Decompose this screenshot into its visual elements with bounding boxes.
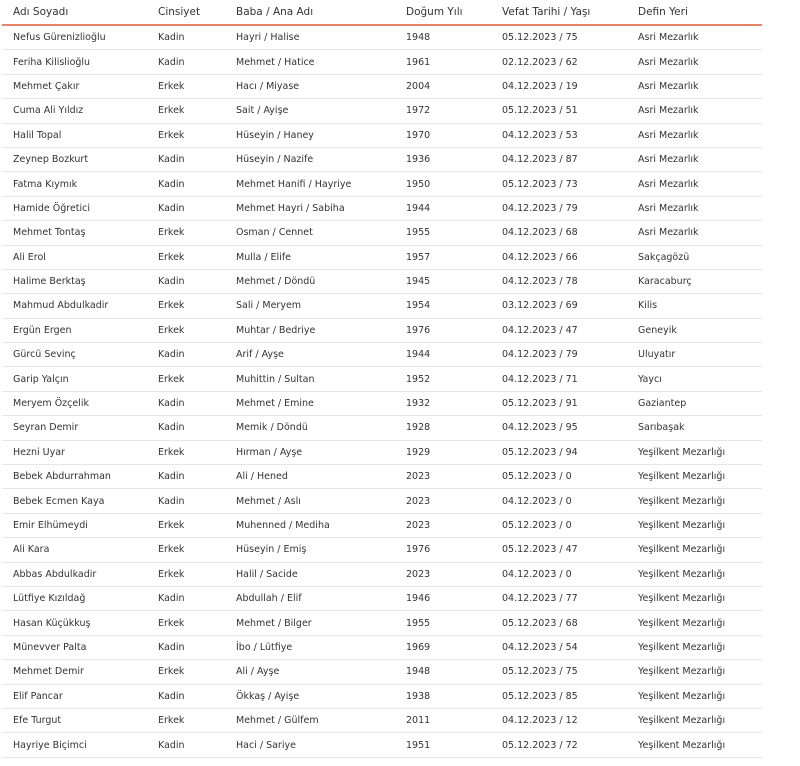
cell-burial-place: Uluyatır <box>627 343 762 367</box>
cell-birth-year: 1946 <box>395 586 491 610</box>
cell-gender: Erkek <box>147 513 225 537</box>
cell-burial-place: Yeşilkent Mezarlığı <box>627 586 762 610</box>
cell-parents: Mehmet / Döndü <box>225 269 395 293</box>
cell-name: Hayriye Biçimci <box>2 733 147 757</box>
cell-parents: Mehmet / Aslı <box>225 489 395 513</box>
cell-gender: Kadin <box>147 733 225 757</box>
cell-gender: Kadin <box>147 635 225 659</box>
cell-burial-place: Sakçagözü <box>627 245 762 269</box>
cell-name: Ali Kara <box>2 538 147 562</box>
cell-parents: Sait / Ayişe <box>225 99 395 123</box>
header-name: Adı Soyadı <box>2 0 147 25</box>
cell-gender: Erkek <box>147 660 225 684</box>
cell-death-date-age: 04.12.2023 / 78 <box>491 269 627 293</box>
cell-death-date-age: 05.12.2023 / 47 <box>491 538 627 562</box>
cell-birth-year: 1970 <box>395 123 491 147</box>
cell-name: Mehmet Çakır <box>2 74 147 98</box>
cell-name: Hasan Küçükkuş <box>2 611 147 635</box>
cell-gender: Kadin <box>147 25 225 50</box>
cell-gender: Erkek <box>147 538 225 562</box>
cell-burial-place: Yeşilkent Mezarlığı <box>627 660 762 684</box>
cell-gender: Erkek <box>147 221 225 245</box>
cell-parents: Muhittin / Sultan <box>225 367 395 391</box>
cell-name: Halil Topal <box>2 123 147 147</box>
cell-birth-year: 1957 <box>395 245 491 269</box>
table-row <box>2 74 762 98</box>
table-row <box>2 416 762 440</box>
cell-gender: Erkek <box>147 123 225 147</box>
cell-birth-year: 1938 <box>395 684 491 708</box>
cell-burial-place: Yeşilkent Mezarlığı <box>627 635 762 659</box>
cell-gender: Erkek <box>147 318 225 342</box>
cell-burial-place: Gaziantep <box>627 391 762 415</box>
cell-parents: Hacı / Miyase <box>225 74 395 98</box>
cell-parents: Hırman / Ayşe <box>225 440 395 464</box>
cell-birth-year: 1972 <box>395 99 491 123</box>
cell-death-date-age: 04.12.2023 / 0 <box>491 562 627 586</box>
cell-birth-year: 2023 <box>395 465 491 489</box>
cell-parents: Muhtar / Bedriye <box>225 318 395 342</box>
cell-name: Hamide Öğretici <box>2 196 147 220</box>
cell-death-date-age: 04.12.2023 / 19 <box>491 74 627 98</box>
header-death-date-age: Vefat Tarihi / Yaşı <box>491 0 627 25</box>
cell-name: Cuma Ali Yıldız <box>2 99 147 123</box>
cell-parents: Hüseyin / Nazife <box>225 147 395 171</box>
header-parents: Baba / Ana Adı <box>225 0 395 25</box>
cell-death-date-age: 05.12.2023 / 73 <box>491 172 627 196</box>
cell-burial-place: Yeşilkent Mezarlığı <box>627 708 762 732</box>
cell-birth-year: 1976 <box>395 538 491 562</box>
cell-gender: Kadin <box>147 391 225 415</box>
cell-death-date-age: 04.12.2023 / 79 <box>491 343 627 367</box>
cell-name: Gürcü Sevinç <box>2 343 147 367</box>
cell-death-date-age: 04.12.2023 / 66 <box>491 245 627 269</box>
cell-death-date-age: 05.12.2023 / 75 <box>491 25 627 50</box>
cell-birth-year: 1948 <box>395 660 491 684</box>
cell-burial-place: Yeşilkent Mezarlığı <box>627 684 762 708</box>
cell-death-date-age: 05.12.2023 / 0 <box>491 513 627 537</box>
cell-gender: Erkek <box>147 99 225 123</box>
cell-parents: Hayri / Halise <box>225 25 395 50</box>
cell-birth-year: 2004 <box>395 74 491 98</box>
cell-gender: Erkek <box>147 611 225 635</box>
cell-name: Lütfiye Kızıldağ <box>2 586 147 610</box>
cell-parents: Mehmet Hanifi / Hayriye <box>225 172 395 196</box>
cell-gender: Kadin <box>147 147 225 171</box>
table-row <box>2 294 762 318</box>
cell-death-date-age: 04.12.2023 / 68 <box>491 221 627 245</box>
cell-name: Mehmet Demir <box>2 660 147 684</box>
cell-burial-place: Yaycı <box>627 367 762 391</box>
cell-name: Elif Pancar <box>2 684 147 708</box>
cell-burial-place: Yeşilkent Mezarlığı <box>627 465 762 489</box>
cell-parents: Mehmet Hayri / Sabiha <box>225 196 395 220</box>
table-body <box>2 25 762 757</box>
cell-birth-year: 1929 <box>395 440 491 464</box>
cell-parents: Ali / Ayşe <box>225 660 395 684</box>
cell-name: Mahmud Abdulkadir <box>2 294 147 318</box>
cell-burial-place: Yeşilkent Mezarlığı <box>627 538 762 562</box>
cell-burial-place: Asri Mezarlık <box>627 50 762 74</box>
cell-death-date-age: 02.12.2023 / 62 <box>491 50 627 74</box>
cell-gender: Kadin <box>147 489 225 513</box>
cell-death-date-age: 04.12.2023 / 54 <box>491 635 627 659</box>
cell-death-date-age: 04.12.2023 / 12 <box>491 708 627 732</box>
table-row <box>2 513 762 537</box>
cell-birth-year: 1944 <box>395 196 491 220</box>
cell-burial-place: Asri Mezarlık <box>627 123 762 147</box>
table-row <box>2 221 762 245</box>
cell-death-date-age: 04.12.2023 / 53 <box>491 123 627 147</box>
cell-burial-place: Geneyik <box>627 318 762 342</box>
cell-name: Bebek Abdurrahman <box>2 465 147 489</box>
table-row <box>2 733 762 757</box>
cell-birth-year: 1952 <box>395 367 491 391</box>
cell-death-date-age: 04.12.2023 / 79 <box>491 196 627 220</box>
cell-death-date-age: 05.12.2023 / 51 <box>491 99 627 123</box>
cell-gender: Kadin <box>147 684 225 708</box>
table-row <box>2 99 762 123</box>
cell-parents: Ökkaş / Ayişe <box>225 684 395 708</box>
table-row <box>2 50 762 74</box>
cell-name: Fatma Kıymık <box>2 172 147 196</box>
cell-parents: Hüseyin / Emiş <box>225 538 395 562</box>
cell-name: Feriha Kilislioğlu <box>2 50 147 74</box>
cell-birth-year: 1950 <box>395 172 491 196</box>
cell-birth-year: 2011 <box>395 708 491 732</box>
cell-birth-year: 1961 <box>395 50 491 74</box>
cell-parents: Mehmet / Gülfem <box>225 708 395 732</box>
cell-name: Zeynep Bozkurt <box>2 147 147 171</box>
cell-gender: Kadin <box>147 586 225 610</box>
cell-name: Mehmet Tontaş <box>2 221 147 245</box>
cell-burial-place: Yeşilkent Mezarlığı <box>627 611 762 635</box>
cell-birth-year: 1955 <box>395 611 491 635</box>
cell-birth-year: 1955 <box>395 221 491 245</box>
obituary-table <box>2 0 762 758</box>
cell-burial-place: Sarıbaşak <box>627 416 762 440</box>
cell-name: Emir Elhümeydi <box>2 513 147 537</box>
cell-burial-place: Yeşilkent Mezarlığı <box>627 489 762 513</box>
header-burial-place: Defin Yeri <box>627 0 762 25</box>
cell-gender: Erkek <box>147 245 225 269</box>
cell-birth-year: 1945 <box>395 269 491 293</box>
cell-gender: Kadin <box>147 416 225 440</box>
table-row <box>2 489 762 513</box>
cell-gender: Erkek <box>147 708 225 732</box>
cell-birth-year: 1928 <box>395 416 491 440</box>
cell-name: Abbas Abdulkadir <box>2 562 147 586</box>
cell-parents: Sali / Meryem <box>225 294 395 318</box>
table-row <box>2 660 762 684</box>
cell-gender: Kadin <box>147 269 225 293</box>
cell-gender: Erkek <box>147 74 225 98</box>
cell-burial-place: Kilis <box>627 294 762 318</box>
cell-death-date-age: 04.12.2023 / 95 <box>491 416 627 440</box>
cell-death-date-age: 03.12.2023 / 69 <box>491 294 627 318</box>
cell-death-date-age: 04.12.2023 / 77 <box>491 586 627 610</box>
cell-name: Ergün Ergen <box>2 318 147 342</box>
table-row <box>2 245 762 269</box>
table-row <box>2 440 762 464</box>
cell-parents: Ali / Hened <box>225 465 395 489</box>
table-row <box>2 684 762 708</box>
cell-gender: Erkek <box>147 440 225 464</box>
cell-burial-place: Asri Mezarlık <box>627 74 762 98</box>
cell-death-date-age: 05.12.2023 / 72 <box>491 733 627 757</box>
cell-name: Ali Erol <box>2 245 147 269</box>
table-row <box>2 196 762 220</box>
table-row <box>2 269 762 293</box>
table-row <box>2 465 762 489</box>
cell-death-date-age: 04.12.2023 / 71 <box>491 367 627 391</box>
table-row <box>2 318 762 342</box>
cell-parents: Halil / Sacide <box>225 562 395 586</box>
cell-gender: Kadin <box>147 343 225 367</box>
cell-burial-place: Asri Mezarlık <box>627 221 762 245</box>
cell-birth-year: 1944 <box>395 343 491 367</box>
cell-parents: Arif / Ayşe <box>225 343 395 367</box>
cell-death-date-age: 05.12.2023 / 75 <box>491 660 627 684</box>
table-row <box>2 391 762 415</box>
cell-burial-place: Asri Mezarlık <box>627 147 762 171</box>
cell-name: Hezni Uyar <box>2 440 147 464</box>
cell-name: Münevver Palta <box>2 635 147 659</box>
cell-death-date-age: 05.12.2023 / 85 <box>491 684 627 708</box>
cell-gender: Kadin <box>147 50 225 74</box>
cell-gender: Kadin <box>147 172 225 196</box>
cell-birth-year: 1954 <box>395 294 491 318</box>
cell-birth-year: 1976 <box>395 318 491 342</box>
cell-parents: Haci / Sariye <box>225 733 395 757</box>
cell-death-date-age: 05.12.2023 / 0 <box>491 465 627 489</box>
cell-birth-year: 1936 <box>395 147 491 171</box>
cell-death-date-age: 05.12.2023 / 91 <box>491 391 627 415</box>
cell-parents: Memik / Döndü <box>225 416 395 440</box>
cell-name: Bebek Ecmen Kaya <box>2 489 147 513</box>
cell-name: Seyran Demir <box>2 416 147 440</box>
cell-burial-place: Asri Mezarlık <box>627 99 762 123</box>
cell-burial-place: Asri Mezarlık <box>627 172 762 196</box>
cell-burial-place: Yeşilkent Mezarlığı <box>627 440 762 464</box>
cell-death-date-age: 04.12.2023 / 47 <box>491 318 627 342</box>
cell-death-date-age: 05.12.2023 / 94 <box>491 440 627 464</box>
table-row <box>2 172 762 196</box>
cell-name: Efe Turgut <box>2 708 147 732</box>
cell-birth-year: 2023 <box>395 489 491 513</box>
cell-gender: Erkek <box>147 562 225 586</box>
cell-name: Garip Yalçın <box>2 367 147 391</box>
cell-gender: Erkek <box>147 367 225 391</box>
cell-birth-year: 1969 <box>395 635 491 659</box>
header-birth-year: Doğum Yılı <box>395 0 491 25</box>
table-row <box>2 635 762 659</box>
table-row <box>2 147 762 171</box>
cell-gender: Erkek <box>147 294 225 318</box>
cell-birth-year: 2023 <box>395 562 491 586</box>
cell-death-date-age: 05.12.2023 / 68 <box>491 611 627 635</box>
cell-birth-year: 1932 <box>395 391 491 415</box>
cell-burial-place: Asri Mezarlık <box>627 25 762 50</box>
cell-parents: Mehmet / Emine <box>225 391 395 415</box>
cell-burial-place: Yeşilkent Mezarlığı <box>627 513 762 537</box>
cell-parents: Osman / Cennet <box>225 221 395 245</box>
cell-gender: Kadin <box>147 465 225 489</box>
cell-name: Meryem Özçelik <box>2 391 147 415</box>
header-gender: Cinsiyet <box>147 0 225 25</box>
table-row <box>2 123 762 147</box>
table-header-row <box>2 0 762 25</box>
cell-birth-year: 1948 <box>395 25 491 50</box>
cell-burial-place: Asri Mezarlık <box>627 196 762 220</box>
table-row <box>2 708 762 732</box>
cell-burial-place: Karacaburç <box>627 269 762 293</box>
cell-death-date-age: 04.12.2023 / 87 <box>491 147 627 171</box>
cell-burial-place: Yeşilkent Mezarlığı <box>627 733 762 757</box>
cell-parents: Abdullah / Elif <box>225 586 395 610</box>
cell-birth-year: 2023 <box>395 513 491 537</box>
table-row <box>2 611 762 635</box>
table-row <box>2 562 762 586</box>
cell-parents: Hüseyin / Haney <box>225 123 395 147</box>
cell-name: Halime Berktaş <box>2 269 147 293</box>
cell-death-date-age: 04.12.2023 / 0 <box>491 489 627 513</box>
cell-parents: Mehmet / Bilger <box>225 611 395 635</box>
cell-name: Nefus Gürenizlioğlu <box>2 25 147 50</box>
cell-gender: Kadin <box>147 196 225 220</box>
cell-parents: Muhenned / Mediha <box>225 513 395 537</box>
table-row <box>2 586 762 610</box>
cell-birth-year: 1951 <box>395 733 491 757</box>
table-row <box>2 25 762 50</box>
cell-parents: İbo / Lütfiye <box>225 635 395 659</box>
cell-burial-place: Yeşilkent Mezarlığı <box>627 562 762 586</box>
table-row <box>2 343 762 367</box>
cell-parents: Mulla / Elife <box>225 245 395 269</box>
table-row <box>2 367 762 391</box>
cell-parents: Mehmet / Hatice <box>225 50 395 74</box>
table-row <box>2 538 762 562</box>
